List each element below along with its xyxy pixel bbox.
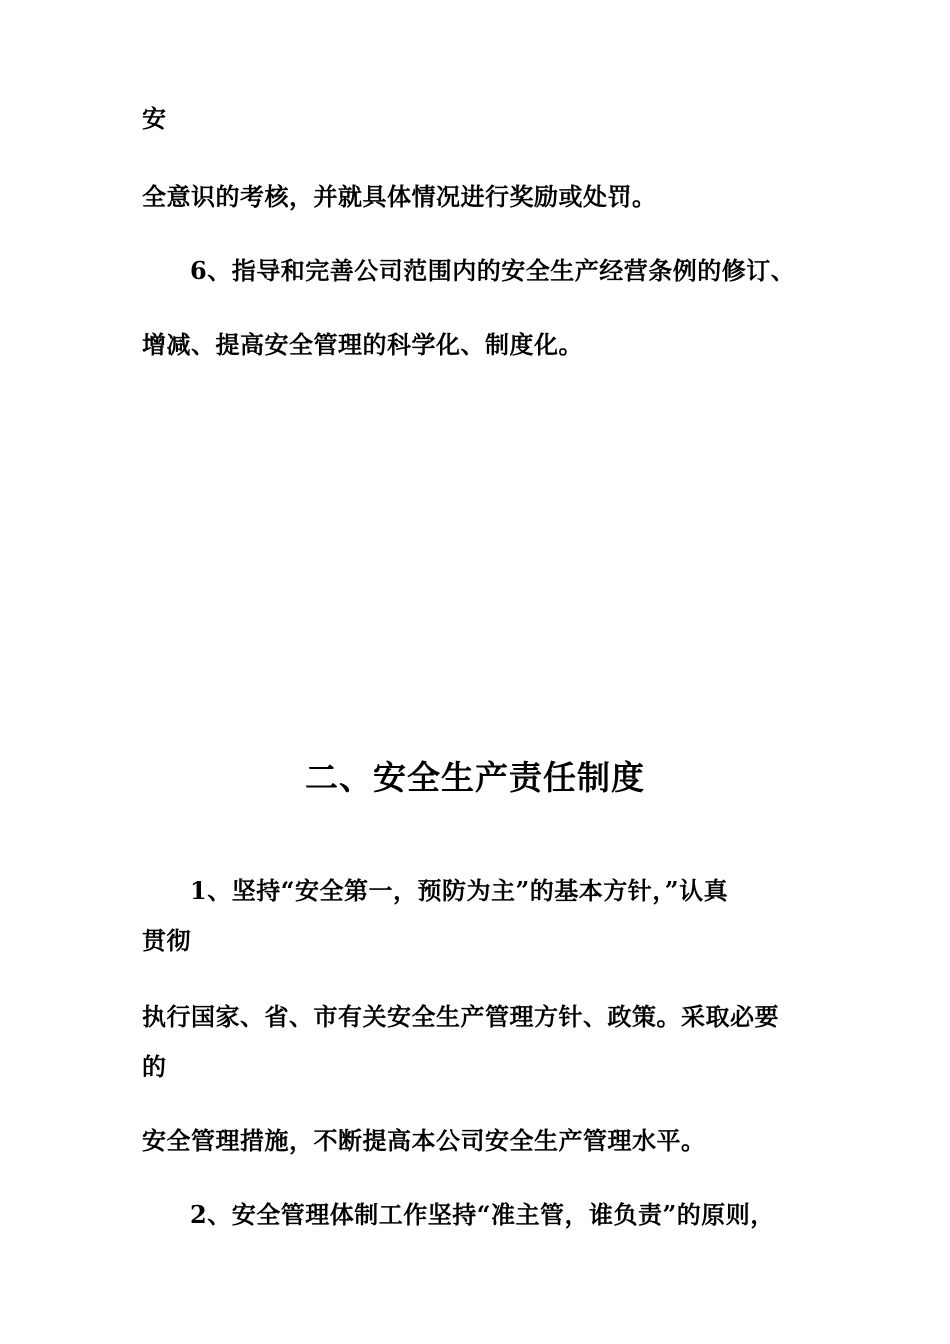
paragraph-line: 贯彻 [142,926,191,955]
paragraph-line: 1、坚持“安全第一，预防为主”的基本方针，”认真 [190,876,729,905]
paragraph-line: 安 [142,104,167,133]
paragraph-line: 的 [142,1052,167,1081]
section-heading: 二、安全生产责任制度 [305,758,645,797]
paragraph-line: 安全管理措施，不断提高本公司安全生产管理水平。 [142,1126,706,1155]
paragraph-line: 2、安全管理体制工作坚持“准主管，谁负责”的原则， [190,1200,775,1229]
paragraph-line: 全意识的考核，并就具体情况进行奖励或处罚。 [142,182,657,211]
paragraph-line: 执行国家、省、市有关安全生产管理方针、政策。采取必要 [142,1002,779,1031]
paragraph-line: 6、指导和完善公司范围内的安全生产经营条例的修订、 [190,256,796,285]
paragraph-line: 增减、提高安全管理的科学化、制度化。 [142,330,583,359]
